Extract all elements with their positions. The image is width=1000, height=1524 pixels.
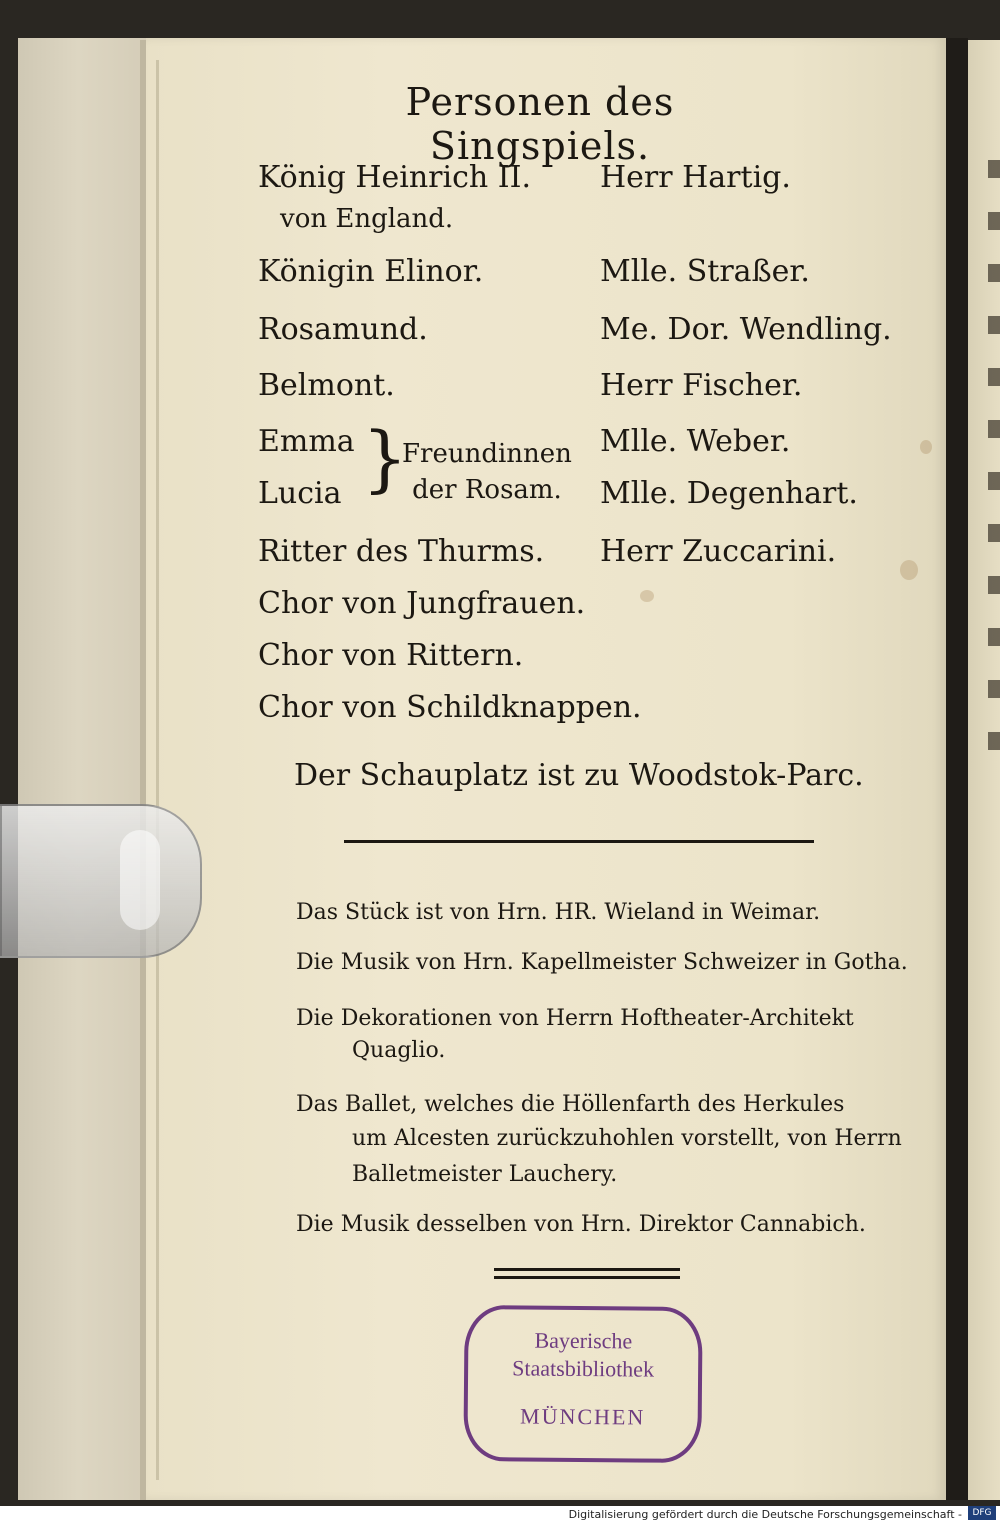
cast-role: Chor von Schildknappen. — [258, 690, 642, 725]
cast-role: Emma — [258, 424, 355, 459]
cast-actor: Herr Hartig. — [600, 160, 791, 195]
cast-actor: Mlle. Degenhart. — [600, 476, 858, 511]
curly-brace-icon: } — [362, 416, 408, 500]
cast-role: Ritter des Thurms. — [258, 534, 545, 569]
stamp-line: Staatsbibliothek — [512, 1355, 655, 1382]
cast-actor: Mlle. Weber. — [600, 424, 791, 459]
footer-credit: Digitalisierung gefördert durch die Deutsche Forschungsgemeinschaft - — [568, 1508, 962, 1521]
stamp-line: MÜNCHEN — [519, 1403, 646, 1430]
group-label-line: der Rosam. — [412, 475, 562, 505]
credit-line: Das Ballet, welches die Höllenfarth des Herkules — [296, 1092, 845, 1117]
cast-role: König Heinrich II. — [258, 160, 531, 195]
divider-rule — [344, 840, 814, 843]
cast-role: Chor von Rittern. — [258, 638, 524, 673]
book-gutter — [946, 38, 968, 1500]
cast-actor: Herr Zuccarini. — [600, 534, 837, 569]
foxing-spot — [640, 590, 654, 602]
group-label-line: Freundinnen — [402, 439, 572, 469]
cast-actor: Mlle. Straßer. — [600, 254, 810, 289]
page-title: Personen des Singspiels. — [405, 80, 675, 168]
cast-role: Rosamund. — [258, 312, 428, 347]
credit-line: Die Musik von Hrn. Kapellmeister Schweizer in Gotha. — [296, 950, 908, 975]
foxing-spot — [900, 560, 918, 580]
cast-role: Belmont. — [258, 368, 395, 403]
glass-highlight — [120, 830, 160, 930]
cast-role: Chor von Jungfrauen. — [258, 586, 586, 621]
credit-line: Die Dekorationen von Herrn Hoftheater-Architekt — [296, 1006, 854, 1031]
stamp-line: Bayerische — [534, 1327, 633, 1354]
credit-line: Das Stück ist von Hrn. HR. Wieland in Weimar. — [296, 900, 821, 925]
cast-role-continuation: von England. — [280, 204, 454, 234]
group-label — [402, 436, 572, 508]
cast-role: Lucia — [258, 476, 342, 511]
scene-statement: Der Schauplatz ist zu Woodstok-Parc. — [294, 758, 864, 793]
cast-actor: Me. Dor. Wendling. — [600, 312, 892, 347]
credit-line: Quaglio. — [352, 1038, 446, 1063]
next-page-text-fragment — [988, 160, 1000, 780]
cast-role: Königin Elinor. — [258, 254, 484, 289]
credit-line: Die Musik desselben von Hrn. Direktor Cannabich. — [296, 1212, 866, 1237]
double-rule — [494, 1268, 680, 1271]
library-stamp — [463, 1305, 702, 1463]
foxing-spot — [920, 440, 932, 454]
credit-line: um Alcesten zurückzuhohlen vorstellt, von Herrn — [352, 1126, 902, 1151]
glass-page-weight — [0, 804, 202, 958]
double-rule — [494, 1276, 680, 1279]
dfg-logo: DFG — [968, 1506, 996, 1520]
credit-line: Balletmeister Lauchery. — [352, 1162, 618, 1187]
cast-actor: Herr Fischer. — [600, 368, 803, 403]
page-fold — [156, 60, 159, 1480]
